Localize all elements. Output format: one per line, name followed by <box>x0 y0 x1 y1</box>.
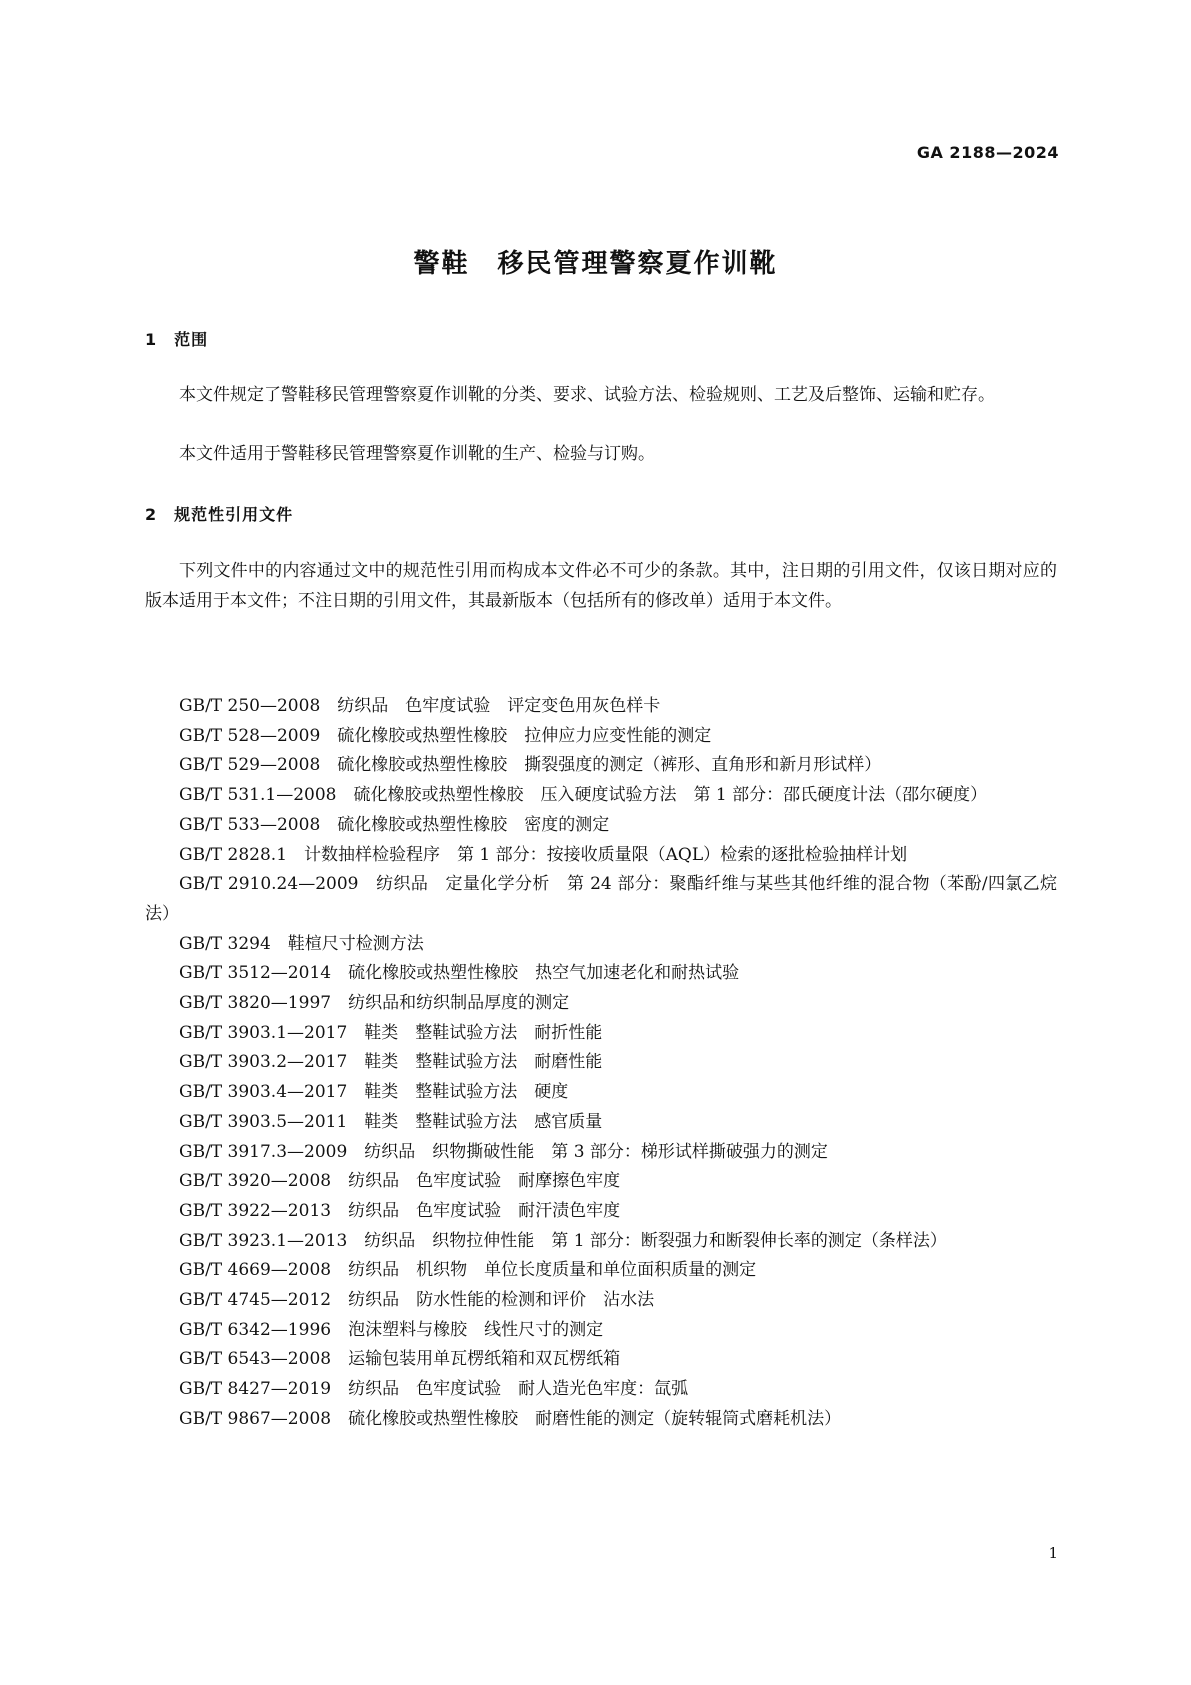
page-number: 1 <box>1048 1544 1058 1562</box>
reference-item: GB/T 2910.24—2009 纺织品 定量化学分析 第 24 部分：聚酯纤维与某些其他纤维的混合物（苯酚/四氯乙烷法） <box>145 874 1057 924</box>
reference-item: GB/T 9867—2008 硫化橡胶或热塑性橡胶 耐磨性能的测定（旋转辊筒式磨耗机法） <box>179 1408 842 1429</box>
reference-item: GB/T 6342—1996 泡沫塑料与橡胶 线性尺寸的测定 <box>179 1319 604 1340</box>
reference-item: GB/T 529—2008 硫化橡胶或热塑性橡胶 撕裂强度的测定（裤形、直角形和新月形试样） <box>179 755 882 776</box>
reference-item: GB/T 3512—2014 硫化橡胶或热塑性橡胶 热空气加速老化和耐热试验 <box>179 963 740 984</box>
reference-item: GB/T 3917.3—2009 纺织品 织物撕破性能 第 3 部分：梯形试样撕破强力的测定 <box>179 1141 828 1162</box>
reference-item: GB/T 6543—2008 运输包装用单瓦楞纸箱和双瓦楞纸箱 <box>179 1349 621 1370</box>
section-heading-scope: 1 范围 <box>145 330 209 349</box>
document-title: 警鞋 移民管理警察夏作训靴 <box>413 249 778 279</box>
reference-list <box>145 692 1057 1435</box>
scope-paragraph: 本文件适用于警鞋移民管理警察夏作训靴的生产、检验与订购。 <box>179 444 655 464</box>
reference-item: GB/T 533—2008 硫化橡胶或热塑性橡胶 密度的测定 <box>179 814 610 835</box>
reference-item: GB/T 3903.4—2017 鞋类 整鞋试验方法 硬度 <box>179 1082 569 1103</box>
reference-item: GB/T 2828.1 计数抽样检验程序 第 1 部分：按接收质量限（AQL）检索的逐批检验抽样计划 <box>179 844 908 865</box>
reference-item: GB/T 3903.1—2017 鞋类 整鞋试验方法 耐折性能 <box>179 1022 603 1043</box>
reference-item: GB/T 3922—2013 纺织品 色牢度试验 耐汗渍色牢度 <box>179 1200 621 1221</box>
reference-item: GB/T 3923.1—2013 纺织品 织物拉伸性能 第 1 部分：断裂强力和断裂伸长率的测定（条样法） <box>179 1230 947 1251</box>
reference-item: GB/T 4669—2008 纺织品 机织物 单位长度质量和单位面积质量的测定 <box>179 1260 757 1281</box>
reference-item: GB/T 8427—2019 纺织品 色牢度试验 耐人造光色牢度：氙弧 <box>179 1379 689 1400</box>
reference-item: GB/T 3820—1997 纺织品和纺织制品厚度的测定 <box>179 993 570 1014</box>
references-intro-paragraph: 下列文件中的内容通过文中的规范性引用而构成本文件必不可少的条款。其中，注日期的引用文件，仅该日期对应的版本适用于本文件；不注日期的引用文件，其最新版本（包括所有的修改单）适用于本文件。 <box>145 561 1057 611</box>
reference-item: GB/T 3294 鞋楦尺寸检测方法 <box>179 933 424 954</box>
reference-item: GB/T 3903.2—2017 鞋类 整鞋试验方法 耐磨性能 <box>179 1052 603 1073</box>
scope-paragraph: 本文件规定了警鞋移民管理警察夏作训靴的分类、要求、试验方法、检验规则、工艺及后整饰、运输和贮存。 <box>179 385 995 405</box>
section-heading-normative-references: 2 规范性引用文件 <box>145 505 294 524</box>
reference-item: GB/T 3903.5—2011 鞋类 整鞋试验方法 感官质量 <box>179 1111 603 1132</box>
reference-item: GB/T 531.1—2008 硫化橡胶或热塑性橡胶 压入硬度试验方法 第 1 部分：邵氏硬度计法（邵尔硬度） <box>179 785 988 806</box>
standard-number: GA 2188—2024 <box>916 143 1059 162</box>
reference-item: GB/T 3920—2008 纺织品 色牢度试验 耐摩擦色牢度 <box>179 1171 621 1192</box>
reference-item: GB/T 250—2008 纺织品 色牢度试验 评定变色用灰色样卡 <box>179 696 661 716</box>
reference-item: GB/T 528—2009 硫化橡胶或热塑性橡胶 拉伸应力应变性能的测定 <box>179 725 712 746</box>
reference-item: GB/T 4745—2012 纺织品 防水性能的检测和评价 沾水法 <box>179 1290 655 1311</box>
